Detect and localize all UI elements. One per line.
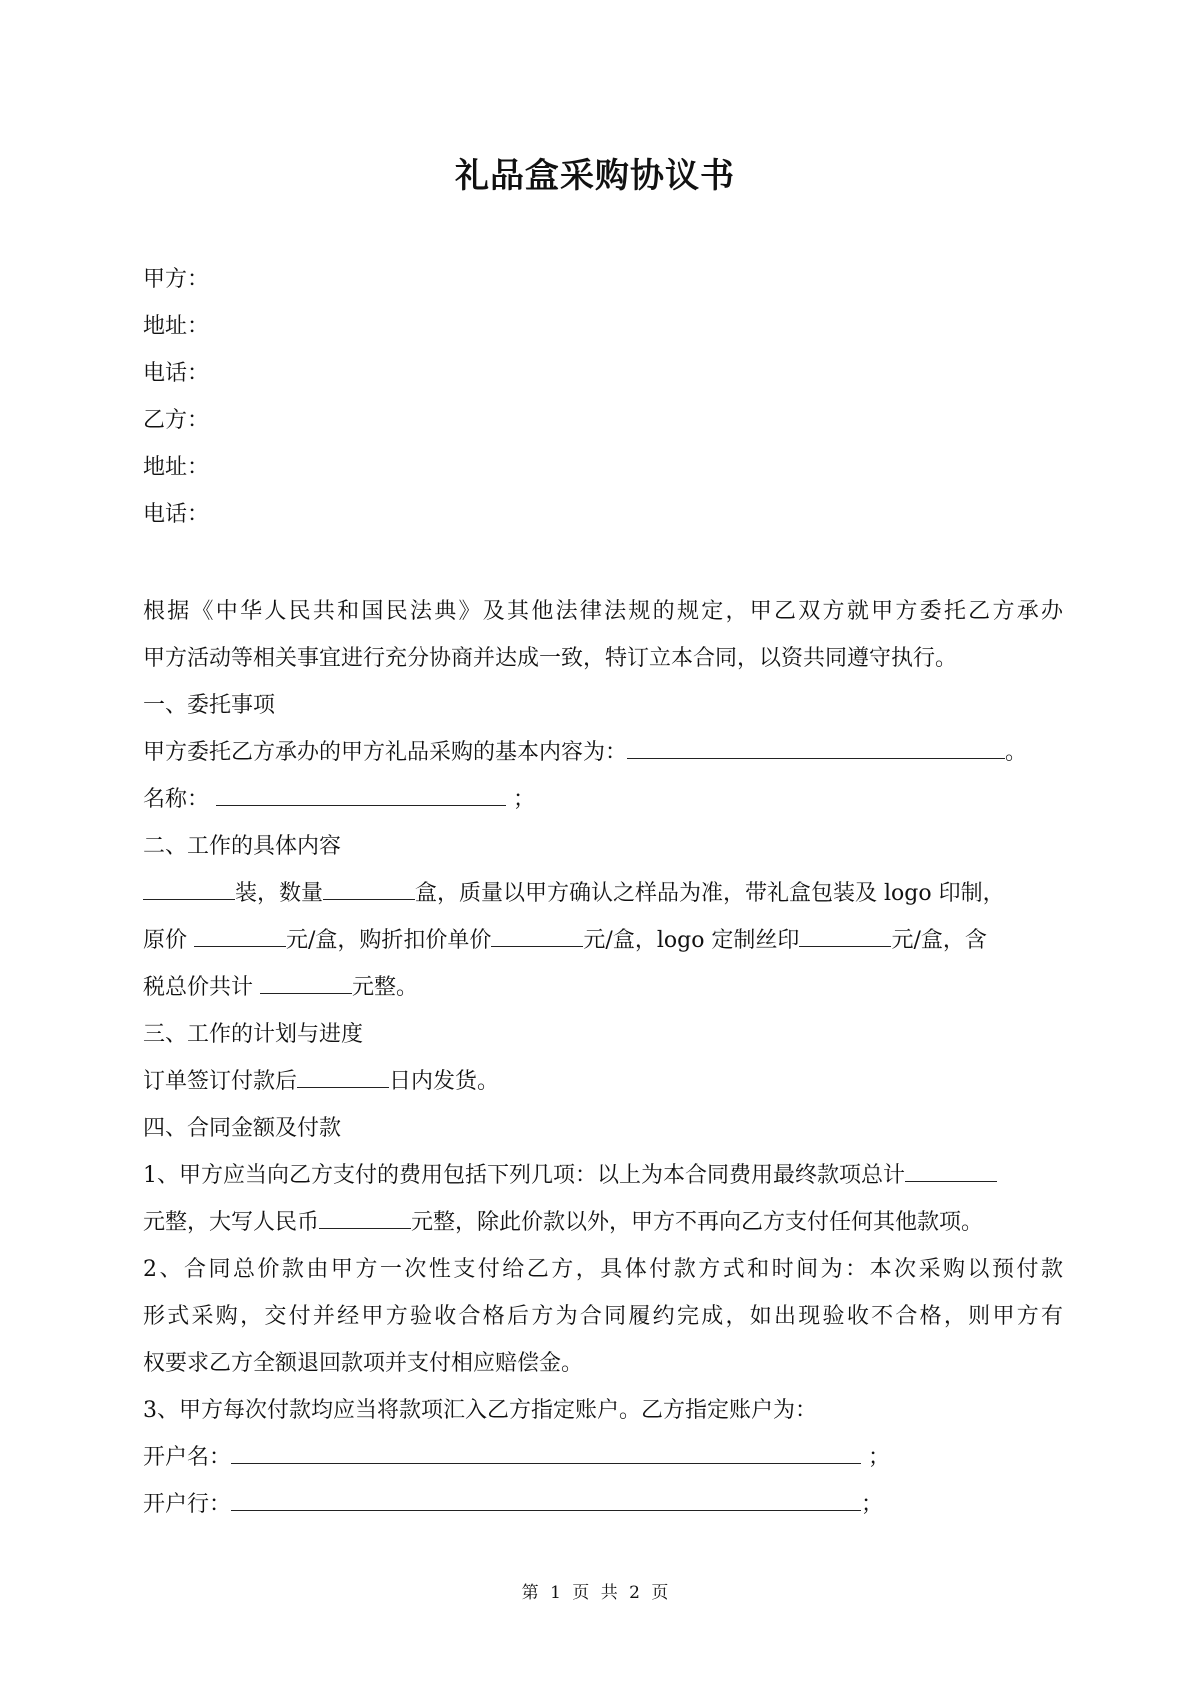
section4-text: 元整，大写人民币 xyxy=(143,1210,320,1235)
section2-text: 盒，质量以甲方确认之样品为准，带礼盒包装及 logo 印制， xyxy=(415,881,1005,906)
delivery-days-blank[interactable] xyxy=(297,1059,389,1088)
section2-line-3 xyxy=(143,964,1063,1011)
intro-line-1: 根据《中华人民共和国民法典》及其他法律法规的规定，甲乙双方就甲方委托乙方承办 xyxy=(143,599,1063,624)
total-price-blank[interactable] xyxy=(260,965,352,994)
intro-line-2: 甲方活动等相关事宜进行充分协商并达成一致，特订立本合同，以资共同遵守执行。 xyxy=(143,646,958,671)
section2-text: 原价 xyxy=(143,928,194,953)
section4-p2-line-2: 形式采购，交付并经甲方验收合格后方为合同履约完成，如出现验收不合格，则甲方有 xyxy=(143,1304,1063,1329)
original-price-blank[interactable] xyxy=(194,918,286,947)
account-name-blank[interactable] xyxy=(231,1435,861,1464)
page-footer: 第 1 页 共 2 页 xyxy=(521,1583,669,1603)
account-name-label: 开户名： xyxy=(143,1445,232,1470)
section2-text: 装，数量 xyxy=(235,881,324,906)
discount-price-blank[interactable] xyxy=(491,918,583,947)
section1-heading: 一、委托事项 xyxy=(143,693,276,718)
party-a-label: 甲方： xyxy=(143,267,210,292)
document-title: 礼品盒采购协议书 xyxy=(455,156,735,196)
section2-text: 元整。 xyxy=(352,975,419,1000)
account-name-line xyxy=(143,1434,1063,1481)
logo-price-blank[interactable] xyxy=(799,918,891,947)
quantity-blank[interactable] xyxy=(323,871,415,900)
party-a-address-label: 地址： xyxy=(143,314,210,339)
section2-text: 税总价共计 xyxy=(143,975,260,1000)
section4-p1-line-2 xyxy=(143,1199,1063,1246)
section2-line-2 xyxy=(143,917,1063,964)
section4-text: 1、甲方应当向乙方支付的费用包括下列几项：以上为本合同费用最终款项总计 xyxy=(143,1163,905,1188)
section2-text: 元/盒，购折扣价单价 xyxy=(286,928,492,953)
section2-text: 元/盒，含 xyxy=(891,928,987,953)
section4-text: 元整，除此价款以外，甲方不再向乙方支付任何其他款项。 xyxy=(411,1210,984,1235)
packaging-blank[interactable] xyxy=(143,871,235,900)
section1-name-end: ； xyxy=(513,787,536,812)
total-amount-blank[interactable] xyxy=(905,1153,997,1182)
amount-uppercase-blank[interactable] xyxy=(319,1200,411,1229)
spacer xyxy=(143,538,1063,588)
party-a-phone-label: 电话： xyxy=(143,361,210,386)
section1-name-line xyxy=(143,776,1063,823)
section3-heading: 三、工作的计划与进度 xyxy=(143,1022,364,1047)
section2-text: 元/盒，logo 定制丝印 xyxy=(583,928,800,953)
section3-text: 订单签订付款后 xyxy=(143,1069,298,1094)
section1-name-label: 名称： xyxy=(143,787,210,812)
section1-content-end: 。 xyxy=(1005,740,1028,765)
party-b-phone-label: 电话： xyxy=(143,502,210,527)
section1-name-blank[interactable] xyxy=(216,777,506,806)
section2-heading: 二、工作的具体内容 xyxy=(143,834,342,859)
section1-content-blank[interactable] xyxy=(627,730,1005,759)
section3-line-1 xyxy=(143,1058,1063,1105)
section3-text: 日内发货。 xyxy=(389,1069,500,1094)
account-name-end: ； xyxy=(861,1445,891,1470)
party-b-address-label: 地址： xyxy=(143,455,210,480)
bank-end: ； xyxy=(861,1492,884,1517)
document-body xyxy=(143,256,1063,1528)
section4-p2-line-3: 权要求乙方全额退回款项并支付相应赔偿金。 xyxy=(143,1351,584,1376)
section4-p2-line-1: 2、合同总价款由甲方一次性支付给乙方，具体付款方式和时间为：本次采购以预付款 xyxy=(143,1257,1063,1282)
bank-label: 开户行： xyxy=(143,1492,232,1517)
section4-p1-line-1 xyxy=(143,1152,1063,1199)
bank-blank[interactable] xyxy=(231,1482,861,1511)
section1-content-line xyxy=(143,729,1063,776)
section4-heading: 四、合同金额及付款 xyxy=(143,1116,342,1141)
section2-line-1 xyxy=(143,870,1063,917)
bank-line xyxy=(143,1481,1063,1528)
section1-content-label: 甲方委托乙方承办的甲方礼品采购的基本内容为： xyxy=(143,740,628,765)
section4-p3: 3、甲方每次付款均应当将款项汇入乙方指定账户。乙方指定账户为： xyxy=(143,1398,817,1423)
party-b-label: 乙方： xyxy=(143,408,210,433)
